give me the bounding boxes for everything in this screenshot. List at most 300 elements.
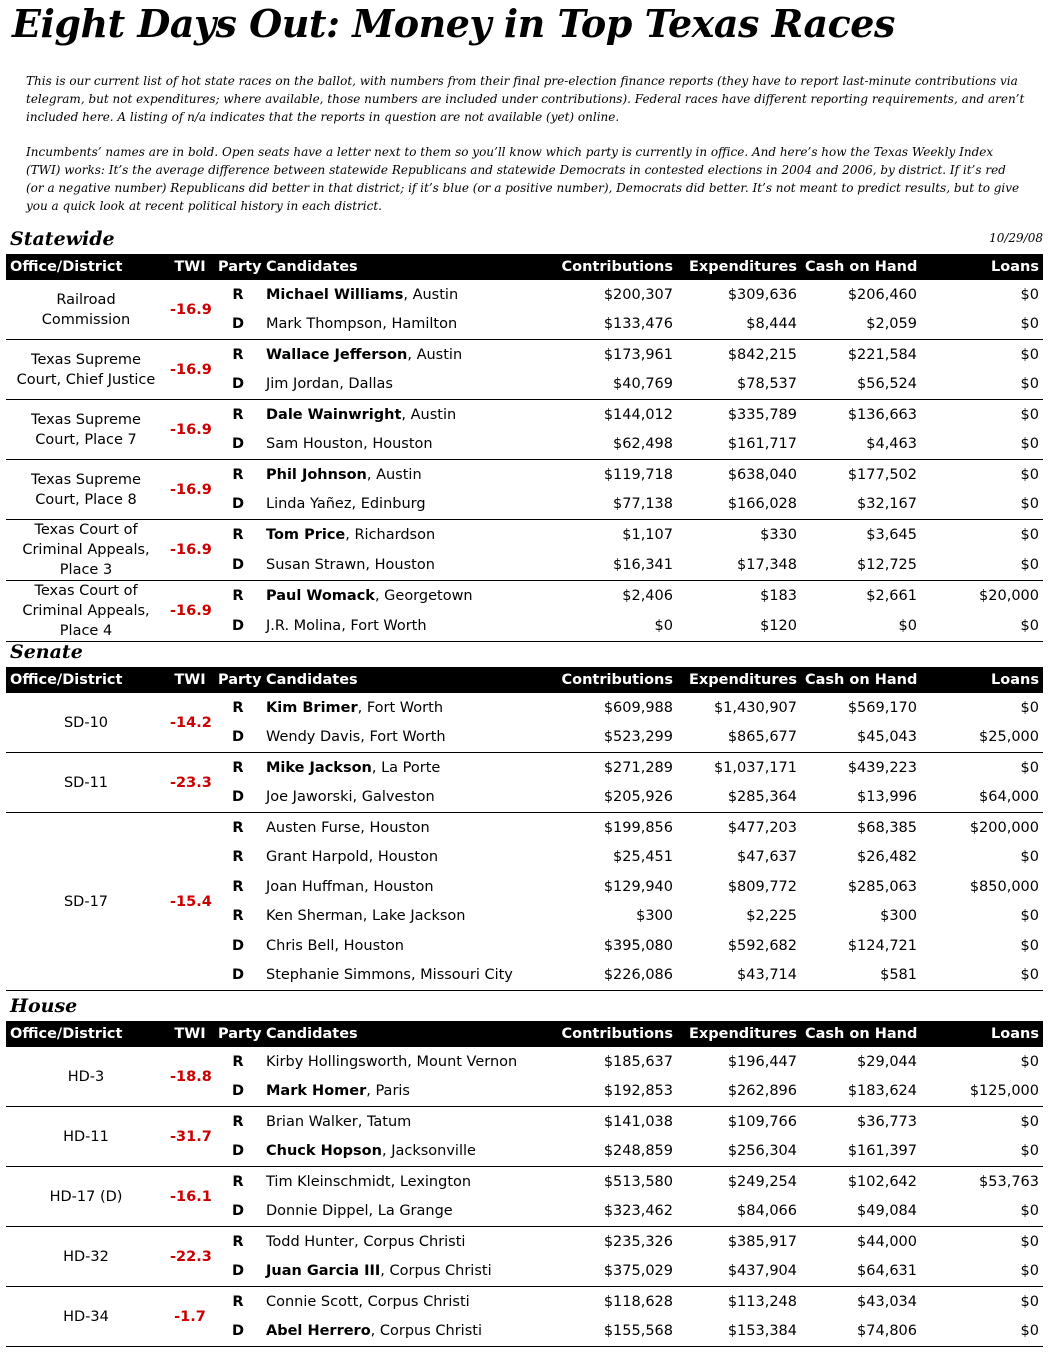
cash-on-hand-value: $56,524 (801, 370, 921, 400)
party-letter: R (232, 1113, 244, 1130)
candidate-name: Linda Yañez (266, 496, 352, 513)
expenditures-value: $256,304 (677, 1137, 801, 1167)
column-header: Party (214, 1021, 262, 1047)
twi-value: -22.3 (166, 1227, 214, 1287)
candidate-name: Susan Strawn (266, 557, 366, 573)
candidate-city: Houston (374, 557, 435, 573)
contributions-value: $155,568 (524, 1317, 677, 1347)
candidate: Susan Strawn, Houston (262, 550, 524, 581)
column-header: Loans (921, 667, 1043, 693)
party-letter: D (214, 490, 262, 520)
party-letter: R (232, 759, 244, 776)
table-row (6, 1287, 1043, 1317)
twi-value: -16.9 (166, 581, 214, 642)
candidate: Austen Furse, Houston (266, 819, 430, 836)
candidate: Wendy Davis, Fort Worth (262, 723, 524, 753)
loans-value: $0 (1020, 699, 1039, 716)
finance-table (6, 1021, 1043, 1347)
candidate-city: Georgetown (384, 588, 473, 604)
contributions-value: $323,462 (524, 1197, 677, 1227)
cash-on-hand-value: $2,661 (866, 588, 917, 604)
cash-on-hand-value: $32,167 (801, 490, 921, 520)
section-heading: Senate (10, 641, 83, 663)
expenditures-value: $1,037,171 (713, 759, 797, 776)
table-row (6, 753, 1043, 783)
cash-on-hand-value: $4,463 (801, 430, 921, 460)
party-letter: R (232, 527, 244, 543)
candidate: Kirby Hollingsworth, Mount Vernon (266, 1053, 518, 1070)
candidate-city: Fort Worth (350, 618, 427, 634)
loans-value: $0 (921, 1137, 1043, 1167)
candidate-name: Mark Thompson (266, 316, 383, 333)
twi-value: -16.9 (166, 340, 214, 400)
expenditures-value: $183 (760, 588, 797, 604)
candidate-name: Mike Jackson (266, 759, 372, 776)
party-letter: R (232, 849, 244, 866)
contributions-value: $248,859 (524, 1137, 677, 1167)
candidate-name: Michael Williams (266, 286, 404, 303)
candidate-name: Connie Scott (266, 1293, 359, 1310)
table-row (6, 813, 1043, 843)
loans-value: $0 (1020, 908, 1039, 925)
loans-value: $850,000 (969, 878, 1039, 895)
contributions-value: $40,769 (524, 370, 677, 400)
loans-value: $0 (1020, 849, 1039, 866)
loans-value: $200,000 (969, 819, 1039, 836)
candidate-city: Fort Worth (366, 699, 444, 716)
candidate-city: Lake Jackson (371, 908, 466, 925)
twi-value: -15.4 (166, 813, 214, 991)
contributions-value: $173,961 (603, 346, 673, 363)
loans-value: $0 (1020, 346, 1039, 363)
party-letter: R (232, 878, 244, 895)
loans-value: $0 (1020, 1233, 1039, 1250)
candidate-name: Grant Harpold (266, 849, 369, 866)
loans-value: $0 (921, 1257, 1043, 1287)
loans-value: $0 (1020, 937, 1039, 954)
cash-on-hand-value: $136,663 (847, 406, 917, 423)
loans-value: $20,000 (979, 588, 1039, 604)
twi-value: -16.9 (166, 280, 214, 340)
contributions-value: $133,476 (524, 310, 677, 340)
loans-value: $0 (1020, 1053, 1039, 1070)
office-district: HD-17 (D) (6, 1167, 166, 1227)
column-header: Cash on Hand (801, 254, 921, 280)
column-header: Office/District (6, 1021, 166, 1047)
candidate-name: Brian Walker (266, 1113, 358, 1130)
contributions-value: $62,498 (524, 430, 677, 460)
candidate-city: Houston (372, 436, 433, 453)
party-letter: D (214, 1317, 262, 1347)
party-letter: D (214, 1257, 262, 1287)
candidate: Brian Walker, Tatum (266, 1113, 412, 1130)
candidate-city: La Porte (381, 759, 441, 776)
finance-table (6, 667, 1043, 991)
loans-value: $0 (921, 550, 1043, 581)
candidate: J.R. Molina, Fort Worth (262, 611, 524, 642)
candidate: Mark Homer, Paris (262, 1077, 524, 1107)
column-header: TWI (166, 1021, 214, 1047)
candidate-name: Dale Wainwright (266, 406, 402, 423)
expenditures-value: $8,444 (677, 310, 801, 340)
candidate-name: Wendy Davis (266, 729, 361, 746)
column-header: Party (214, 254, 262, 280)
table-row (6, 400, 1043, 430)
contributions-value: $2,406 (622, 588, 673, 604)
expenditures-value: $2,225 (746, 908, 797, 925)
expenditures-value: $43,714 (677, 961, 801, 991)
loans-value: $0 (1020, 286, 1039, 303)
candidate-name: Kim Brimer (266, 699, 358, 716)
candidate-city: Corpus Christi (379, 1323, 482, 1340)
column-header: Contributions (524, 254, 677, 280)
contributions-value: $200,307 (603, 286, 673, 303)
candidate-name: Kirby Hollingsworth (266, 1053, 408, 1070)
candidate-name: Paul Womack (266, 588, 375, 604)
party-letter: D (214, 1197, 262, 1227)
column-header: Candidates (262, 254, 524, 280)
party-letter: R (232, 699, 244, 716)
cash-on-hand-value: $74,806 (801, 1317, 921, 1347)
contributions-value: $119,718 (603, 466, 673, 483)
contributions-value: $226,086 (524, 961, 677, 991)
office-district: Texas Supreme Court, Chief Justice (6, 340, 166, 400)
cash-on-hand-value: $29,044 (857, 1053, 917, 1070)
cash-on-hand-value: $569,170 (847, 699, 917, 716)
candidate-name: Juan Garcia III (266, 1263, 381, 1280)
column-header: Expenditures (677, 1021, 801, 1047)
contributions-value: $141,038 (603, 1113, 673, 1130)
candidate-name: Donnie Dippel (266, 1203, 369, 1220)
candidate-city: Jacksonville (391, 1143, 476, 1160)
twi-value: -1.7 (166, 1287, 214, 1347)
candidate: Mark Thompson, Hamilton (262, 310, 524, 340)
cash-on-hand-value: $221,584 (847, 346, 917, 363)
candidate: Jim Jordan, Dallas (262, 370, 524, 400)
cash-on-hand-value: $68,385 (857, 819, 917, 836)
candidate-city: Houston (369, 819, 430, 836)
cash-on-hand-value: $285,063 (847, 878, 917, 895)
candidate-name: Sam Houston (266, 436, 364, 453)
column-header: Loans (921, 254, 1043, 280)
loans-value: $0 (921, 490, 1043, 520)
candidate-city: Austin (376, 466, 422, 483)
candidate-name: Tim Kleinschmidt (266, 1173, 391, 1190)
cash-on-hand-value: $206,460 (847, 286, 917, 303)
party-letter: R (232, 1053, 244, 1070)
candidate-city: Paris (375, 1083, 410, 1100)
party-letter: D (214, 310, 262, 340)
cash-on-hand-value: $183,624 (801, 1077, 921, 1107)
candidate-city: Lexington (399, 1173, 472, 1190)
candidate: Wallace Jefferson, Austin (266, 346, 463, 363)
cash-on-hand-value: $12,725 (801, 550, 921, 581)
candidate: Joan Huffman, Houston (266, 878, 434, 895)
office-district: Railroad Commission (6, 280, 166, 340)
cash-on-hand-value: $581 (801, 961, 921, 991)
expenditures-value: $166,028 (677, 490, 801, 520)
party-letter: R (232, 1233, 244, 1250)
column-header: TWI (166, 254, 214, 280)
loans-value: $125,000 (921, 1077, 1043, 1107)
expenditures-value: $592,682 (727, 937, 797, 954)
expenditures-value: $437,904 (677, 1257, 801, 1287)
table-row (6, 1107, 1043, 1137)
expenditures-value: $161,717 (677, 430, 801, 460)
candidate-name: Stephanie Simmons (266, 967, 411, 984)
cash-on-hand-value: $3,645 (866, 527, 917, 543)
loans-value: $0 (1020, 527, 1039, 543)
candidate: Phil Johnson, Austin (266, 466, 422, 483)
candidate: Tim Kleinschmidt, Lexington (266, 1173, 472, 1190)
column-header: Party (214, 667, 262, 693)
header-row (6, 667, 1043, 693)
header-row (6, 1021, 1043, 1047)
party-letter: D (214, 550, 262, 581)
cash-on-hand-value: $161,397 (801, 1137, 921, 1167)
twi-value: -16.9 (166, 400, 214, 460)
expenditures-value: $477,203 (727, 819, 797, 836)
section-heading: Statewide (10, 228, 115, 250)
party-letter: R (232, 819, 244, 836)
candidate-city: Houston (343, 937, 404, 954)
column-header: Cash on Hand (801, 667, 921, 693)
loans-value: $25,000 (921, 723, 1043, 753)
party-letter: D (214, 723, 262, 753)
cash-on-hand-value: $36,773 (857, 1113, 917, 1130)
candidate-city: Edinburg (360, 496, 426, 513)
candidate-city: Corpus Christi (367, 1293, 470, 1310)
office-district: Texas Supreme Court, Place 7 (6, 400, 166, 460)
expenditures-value: $1,430,907 (713, 699, 797, 716)
party-letter: D (214, 961, 262, 991)
expenditures-value: $865,677 (677, 723, 801, 753)
loans-value: $0 (1020, 1113, 1039, 1130)
loans-value: $0 (921, 961, 1043, 991)
candidate-city: Mount Vernon (416, 1053, 518, 1070)
contributions-value: $118,628 (603, 1293, 673, 1310)
loans-value: $53,763 (979, 1173, 1039, 1190)
party-letter: R (232, 588, 244, 604)
contributions-value: $16,341 (524, 550, 677, 581)
party-letter: R (232, 1173, 244, 1190)
contributions-value: $513,580 (603, 1173, 673, 1190)
candidate-name: J.R. Molina (266, 618, 342, 634)
column-header: Candidates (262, 1021, 524, 1047)
loans-value: $0 (1020, 466, 1039, 483)
column-header: Expenditures (677, 254, 801, 280)
cash-on-hand-value: $177,502 (847, 466, 917, 483)
candidate: Donnie Dippel, La Grange (262, 1197, 524, 1227)
candidate: Mike Jackson, La Porte (266, 759, 441, 776)
expenditures-value: $309,636 (727, 286, 797, 303)
contributions-value: $129,940 (603, 878, 673, 895)
report-date: 10/29/08 (989, 231, 1043, 245)
candidate: Connie Scott, Corpus Christi (266, 1293, 470, 1310)
column-header: TWI (166, 667, 214, 693)
office-district: SD-10 (6, 693, 166, 753)
cash-on-hand-value: $439,223 (847, 759, 917, 776)
table-row (6, 460, 1043, 490)
contributions-value: $192,853 (524, 1077, 677, 1107)
candidate-city: Austin (416, 346, 463, 363)
candidate: Michael Williams, Austin (266, 286, 459, 303)
office-district: SD-11 (6, 753, 166, 813)
expenditures-value: $842,215 (727, 346, 797, 363)
party-letter: D (231, 937, 245, 954)
candidate-name: Chris Bell (266, 937, 335, 954)
contributions-value: $25,451 (613, 849, 673, 866)
party-letter: R (232, 1293, 244, 1310)
office-district: HD-34 (6, 1287, 166, 1347)
loans-value: $0 (1020, 759, 1039, 776)
loans-value: $0 (921, 611, 1043, 642)
loans-value: $64,000 (921, 783, 1043, 813)
twi-value: -18.8 (166, 1047, 214, 1107)
column-header: Contributions (524, 1021, 677, 1047)
party-letter: D (214, 783, 262, 813)
table-row (6, 693, 1043, 723)
office-district: Texas Court of Criminal Appeals, Place 4 (6, 581, 166, 642)
table-row (6, 340, 1043, 370)
candidate: Todd Hunter, Corpus Christi (266, 1233, 466, 1250)
table-row (6, 520, 1043, 551)
intro-paragraph: Incumbents’ names are in bold. Open seats have a letter next to them so you’ll know which party is currently in office. And here’s how the Texas Weekly Index (TWI) works: It’s the average difference between statewide Republicans and statewide Democrats in contested elections in 2004 and 2006, by district. If it’s red (or a negative number) Republicans did better in that district; if it’s blue (or a positive number), Democrats did better. It’s not meant to predict results, but to give you a quick look at recent political history in each district. (26, 145, 1020, 213)
candidate-name: Phil Johnson (266, 466, 367, 483)
loans-value: $0 (921, 370, 1043, 400)
candidate: Chris Bell, Houston (266, 937, 404, 954)
candidate: Joe Jaworski, Galveston (262, 783, 524, 813)
contributions-value: $0 (524, 611, 677, 642)
candidate: Ken Sherman, Lake Jackson (266, 908, 466, 925)
office-district: HD-32 (6, 1227, 166, 1287)
expenditures-value: $84,066 (677, 1197, 801, 1227)
candidate: Chuck Hopson, Jacksonville (262, 1137, 524, 1167)
table-row (6, 1227, 1043, 1257)
table-row (6, 280, 1043, 310)
candidate-name: Mark Homer (266, 1083, 367, 1100)
candidate-name: Todd Hunter (266, 1233, 355, 1250)
expenditures-value: $153,384 (677, 1317, 801, 1347)
cash-on-hand-value: $102,642 (847, 1173, 917, 1190)
column-header: Loans (921, 1021, 1043, 1047)
contributions-value: $609,988 (603, 699, 673, 716)
candidate: Grant Harpold, Houston (266, 849, 439, 866)
table-row (6, 581, 1043, 612)
party-letter: D (214, 1077, 262, 1107)
column-header: Candidates (262, 667, 524, 693)
expenditures-value: $109,766 (727, 1113, 797, 1130)
contributions-value: $144,012 (603, 406, 673, 423)
contributions-value: $300 (636, 908, 673, 925)
intro-paragraph: This is our current list of hot state races on the ballot, with numbers from their final pre-election finance reports (they have to report last-minute contributions via telegram, but not expenditures; where available, those numbers are included under contributions). Federal races have different reporting requirements, and aren’t included here. A listing of n/a indicates that the reports in question are not available (yet) online. (26, 74, 1025, 124)
party-letter: R (232, 346, 244, 363)
loans-value: $0 (921, 1197, 1043, 1227)
office-district: SD-17 (6, 813, 166, 991)
twi-value: -14.2 (166, 693, 214, 753)
header-row (6, 254, 1043, 280)
cash-on-hand-value: $43,034 (857, 1293, 917, 1310)
office-district: Texas Supreme Court, Place 8 (6, 460, 166, 520)
candidate-city: Hamilton (391, 316, 458, 333)
twi-value: -31.7 (166, 1107, 214, 1167)
contributions-value: $235,326 (603, 1233, 673, 1250)
office-district: HD-11 (6, 1107, 166, 1167)
candidate-city: Houston (377, 849, 439, 866)
contributions-value: $271,289 (603, 759, 673, 776)
loans-value: $0 (921, 310, 1043, 340)
candidate-name: Abel Herrero (266, 1323, 371, 1340)
candidate: Paul Womack, Georgetown (266, 588, 473, 604)
expenditures-value: $78,537 (677, 370, 801, 400)
contributions-value: $185,637 (603, 1053, 673, 1070)
candidate-name: Chuck Hopson (266, 1143, 382, 1160)
twi-value: -16.1 (166, 1167, 214, 1227)
candidate-name: Tom Price (266, 527, 346, 543)
candidate: Stephanie Simmons, Missouri City (262, 961, 524, 991)
expenditures-value: $120 (677, 611, 801, 642)
candidate: Dale Wainwright, Austin (266, 406, 457, 423)
expenditures-value: $249,254 (727, 1173, 797, 1190)
column-header: Expenditures (677, 667, 801, 693)
contributions-value: $523,299 (524, 723, 677, 753)
column-header: Office/District (6, 667, 166, 693)
loans-value: $0 (1020, 1293, 1039, 1310)
table-row (6, 1167, 1043, 1197)
party-letter: D (214, 370, 262, 400)
party-letter: R (232, 286, 244, 303)
cash-on-hand-value: $13,996 (801, 783, 921, 813)
candidate-name: Joe Jaworski (266, 789, 353, 806)
cash-on-hand-value: $2,059 (801, 310, 921, 340)
party-letter: R (232, 406, 244, 423)
candidate-city: Missouri City (420, 967, 513, 984)
candidate: Sam Houston, Houston (262, 430, 524, 460)
page-title: Eight Days Out: Money in Top Texas Races (12, 1, 895, 46)
column-header: Contributions (524, 667, 677, 693)
party-letter: D (214, 611, 262, 642)
column-header: Cash on Hand (801, 1021, 921, 1047)
candidate-name: Wallace Jefferson (266, 346, 408, 363)
expenditures-value: $385,917 (727, 1233, 797, 1250)
candidate-city: Richardson (354, 527, 436, 543)
contributions-value: $199,856 (603, 819, 673, 836)
party-letter: R (232, 908, 244, 925)
candidate-name: Austen Furse (266, 819, 361, 836)
table-row (6, 1047, 1043, 1077)
candidate: Juan Garcia III, Corpus Christi (262, 1257, 524, 1287)
contributions-value: $1,107 (622, 527, 673, 543)
cash-on-hand-value: $124,721 (847, 937, 917, 954)
candidate: Kim Brimer, Fort Worth (266, 699, 444, 716)
contributions-value: $77,138 (524, 490, 677, 520)
section-heading: House (10, 995, 78, 1017)
cash-on-hand-value: $44,000 (857, 1233, 917, 1250)
loans-value: $0 (1020, 406, 1039, 423)
cash-on-hand-value: $64,631 (801, 1257, 921, 1287)
contributions-value: $375,029 (524, 1257, 677, 1287)
contributions-value: $205,926 (524, 783, 677, 813)
party-letter: D (214, 430, 262, 460)
candidate-city: La Grange (377, 1203, 453, 1220)
expenditures-value: $335,789 (727, 406, 797, 423)
expenditures-value: $113,248 (727, 1293, 797, 1310)
loans-value: $0 (921, 1317, 1043, 1347)
candidate: Tom Price, Richardson (266, 527, 436, 543)
candidate-city: Corpus Christi (389, 1263, 492, 1280)
expenditures-value: $330 (760, 527, 797, 543)
candidate-name: Joan Huffman (266, 878, 365, 895)
